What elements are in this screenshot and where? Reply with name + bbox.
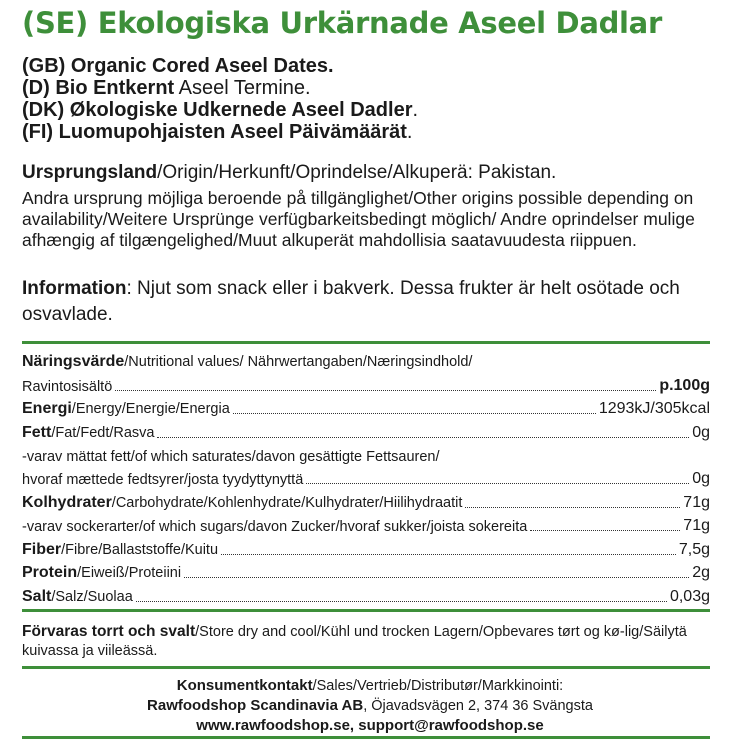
translation-de-rest: Aseel Termine. (174, 77, 311, 99)
nutrition-label-rest: /Eiweiß/Proteiini (77, 565, 182, 581)
nutrition-row-fibre (22, 535, 710, 559)
contact-address: , Öjavadsvägen 2, 374 36 Svängsta (363, 698, 593, 714)
dot-leader (115, 390, 656, 391)
nutrition-label-bold: Fiber (22, 540, 62, 558)
divider-bottom (22, 736, 710, 739)
nutrition-header-bold: Näringsvärde (22, 353, 125, 370)
nutrition-label (22, 400, 230, 418)
nutrition-label (22, 541, 218, 559)
contact-label: Konsumentkontakt (176, 677, 313, 694)
nutrition-header-label (22, 353, 472, 371)
storage-label: Förvaras torrt och svalt (22, 623, 196, 640)
nutrition-label-rest: /Fat/Fedt/Rasva (51, 424, 155, 441)
nutrition-label (22, 588, 133, 606)
translation-de-bold: (D) Bio Entkernt (22, 77, 175, 99)
nutrition-header-cont (22, 371, 710, 395)
dot-leader (306, 483, 689, 484)
translation-fi-rest: . (406, 121, 413, 143)
nutrition-label-rest: /Carbohydrate/Kohlenhydrate/Kulhydrater/Hiilihydraatit (111, 494, 463, 511)
nutrition-row-salt (22, 582, 710, 606)
storage-section (22, 622, 710, 661)
translation-dk-rest: . (412, 99, 419, 121)
title-translations (22, 55, 418, 143)
nutrition-label (22, 494, 462, 512)
nutrition-row-carbohydrate (22, 488, 710, 512)
contact-line-3 (0, 716, 740, 736)
nutrition-label: hvoraf mættede fedtsyrer/josta tyydyttynyttä (22, 472, 304, 488)
translation-gb-bold: (GB) Organic Cored Aseel Dates. (22, 55, 334, 77)
nutrition-row-saturates-cont (22, 465, 710, 489)
divider-lower (22, 666, 710, 669)
information-label: Information (22, 278, 127, 299)
nutrition-row-energy (22, 395, 710, 419)
nutrition-value: 2g (692, 564, 710, 581)
contact-roles: /Sales/Vertrieb/Distributør/Markkinointi: (312, 678, 564, 694)
nutrition-value: 0g (692, 423, 710, 441)
dot-leader (233, 413, 596, 414)
dot-leader (221, 554, 676, 555)
nutrition-value: 71g (683, 493, 710, 511)
nutrition-value: 1293kJ/305kcal (598, 400, 710, 417)
origin-text: /Origin/Herkunft/Oprindelse/Alkuperä: Pakistan. (157, 162, 557, 183)
origin-note: Andra ursprung möjliga beroende på tillgänglighet/Other origins possible depending on availability/Weitere Ursprünge verfügbarkeitsbedingt möglich/ Andre oprindelser mulige afhængig af tilgængelighed/Muut alkuperät mahdollisia saatavuudesta riippuen. (22, 188, 695, 250)
nutrition-header (22, 348, 710, 371)
translation-dk (22, 99, 418, 121)
nutrition-row-protein (22, 559, 710, 583)
contact-web: www.rawfoodshop.se, support@rawfoodshop.se (196, 717, 544, 734)
dot-leader (465, 507, 680, 508)
dot-leader (530, 530, 680, 531)
nutrition-header-cont-label: Ravintosisältö (22, 378, 113, 395)
divider-top (22, 341, 710, 344)
nutrition-label: -varav mättat fett/of which saturates/davon gesättigte Fettsauren/ (22, 448, 440, 465)
nutrition-label-bold: Protein (22, 564, 78, 581)
nutrition-header-rest: /Nutritional values/ Nährwertangaben/Næringsindhold/ (124, 354, 473, 370)
contact-section (0, 676, 740, 736)
translation-gb (22, 55, 418, 77)
origin-line (22, 162, 722, 184)
translation-de (22, 77, 418, 99)
nutrition-label-rest: /Salz/Suolaa (51, 588, 133, 605)
nutrition-value: 0g (692, 470, 710, 487)
nutrition-value: 7,5g (678, 540, 710, 558)
nutrition-row-fat (22, 418, 710, 442)
divider-middle (22, 609, 710, 612)
dot-leader (157, 437, 689, 438)
dot-leader (184, 577, 689, 578)
translation-fi-bold: (FI) Luomupohjaisten Aseel Päivämäärät (22, 121, 407, 143)
product-title: (SE) Ekologiska Urkärnade Aseel Dadlar (22, 6, 662, 40)
nutrition-label (22, 424, 154, 442)
nutrition-table (22, 348, 710, 606)
origin-label: Ursprungsland (22, 162, 158, 183)
nutrition-label (22, 564, 181, 582)
dot-leader (136, 601, 667, 602)
nutrition-value: 71g (683, 517, 710, 534)
nutrition-label-bold: Fett (22, 423, 52, 441)
information-text: : Njut som snack eller i bakverk. Dessa frukter är helt osötade och osvavlade. (22, 278, 680, 325)
nutrition-label-bold: Energi (22, 400, 72, 417)
translation-fi (22, 121, 418, 143)
translation-dk-bold: (DK) Økologiske Udkernede Aseel Dadler (22, 99, 413, 121)
contact-line-2 (0, 696, 740, 716)
nutrition-row-saturates (22, 442, 710, 465)
nutrition-value: 0,03g (669, 587, 710, 605)
information-section (22, 276, 722, 328)
origin-section (22, 162, 722, 251)
nutrition-label-rest: /Fibre/Ballaststoffe/Kuitu (61, 541, 219, 558)
nutrition-per-value: p.100g (659, 376, 710, 394)
nutrition-label-bold: Salt (22, 587, 52, 605)
storage-text: /Store dry and cool/Kühl und trocken Lagern/Opbevares tørt og kø-lig/Säilytä kuivassa ja viileässä. (22, 624, 687, 659)
nutrition-label-rest: /Energy/Energie/Energia (71, 401, 230, 417)
nutrition-label: -varav sockerarter/of which sugars/davon Zucker/hvoraf sukker/joista sokereita (22, 519, 528, 535)
contact-line-1 (0, 676, 740, 696)
nutrition-label-bold: Kolhydrater (22, 493, 112, 511)
contact-company: Rawfoodshop Scandinavia AB (147, 697, 364, 714)
nutrition-row-sugars (22, 512, 710, 536)
